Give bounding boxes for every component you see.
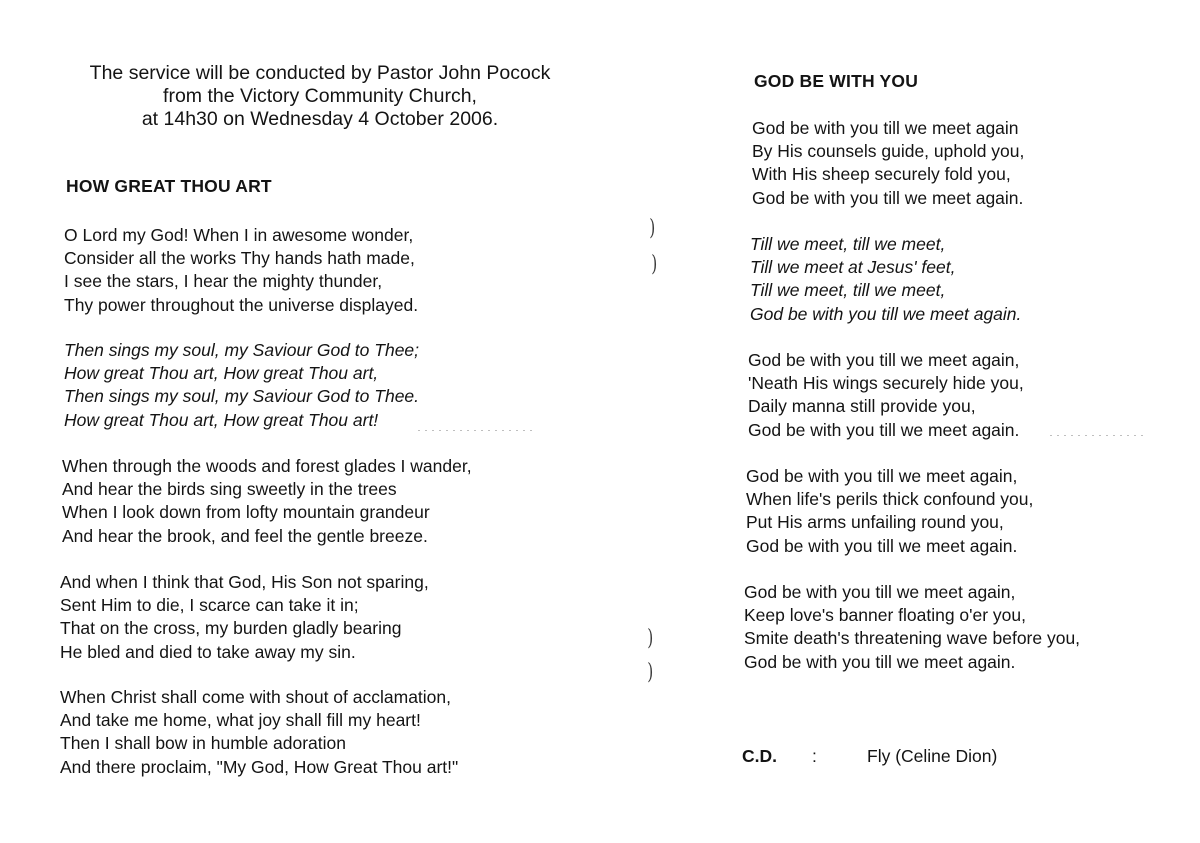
lyric-line: And when I think that God, His Son not sparing, [60,572,429,592]
lyric-line: Put His arms unfailing round you, [746,512,1004,533]
lyric-line: 'Neath His wings securely hide you, [748,373,1024,394]
hymn-stanza [744,581,1080,674]
lyric-line: That on the cross, my burden gladly bearing [60,618,402,639]
lyric-line: When Christ shall come with shout of acclamation, [60,687,451,707]
cd-music-line [742,746,997,767]
intro-line: The service will be conducted by Pastor John Pocock [89,62,551,84]
lyric-line: How great Thou art, How great Thou art! [64,409,379,430]
lyric-line: God be with you till we meet again [752,118,1019,138]
lyric-line: God be with you till we meet again. [744,651,1016,672]
lyric-line: And hear the birds sing sweetly in the trees [62,479,397,500]
lyric-line: Smite death's threatening wave before you, [744,628,1081,649]
lyric-line: God be with you till we meet again. [750,303,1022,324]
fold-mark-icon: ) [649,216,656,241]
hymn-stanza [748,349,1024,442]
lyric-line: Daily manna still provide you, [748,396,976,417]
lyric-line: And hear the brook, and feel the gentle breeze. [62,525,428,546]
hymn-stanza [746,465,1033,558]
lyric-line: Till we meet at Jesus' feet, [750,257,956,278]
lyric-line: When life's perils thick confound you, [746,489,1034,510]
lyric-line: When through the woods and forest glades I wander, [62,456,472,476]
lyric-line: God be with you till we meet again, [748,350,1020,370]
lyric-line: And take me home, what joy shall fill my heart! [60,710,421,731]
hymn-stanza [64,224,418,317]
fold-mark-icon: ) [647,660,654,685]
fold-mark-icon: ) [651,252,658,277]
intro-line: from the Victory Community Church, [163,85,477,107]
lyric-line: He bled and died to take away my sin. [60,641,356,662]
lyric-line: Till we meet, till we meet, [750,280,946,301]
lyric-line: Sent Him to die, I scarce can take it in; [60,595,359,616]
hymn-chorus [750,233,1021,326]
lyric-line: Then sings my soul, my Saviour God to Thee. [64,386,420,407]
hymn-title: GOD BE WITH YOU [754,71,919,91]
hymn-title: HOW GREAT THOU ART [66,176,272,196]
lyric-line: I see the stars, I hear the mighty thunder, [64,271,383,292]
lyric-line: And there proclaim, "My God, How Great Thou art!" [60,756,459,777]
lyric-line: God be with you till we meet again, [746,466,1018,486]
lyric-line: When I look down from lofty mountain grandeur [62,502,430,523]
cd-label: C.D. [742,746,777,766]
service-intro [40,62,600,131]
hymn-stanza [752,117,1024,210]
hymn-stanza [60,571,429,664]
cd-value: Fly (Celine Dion) [867,746,998,766]
cd-colon: : [812,746,817,766]
lyric-line: With His sheep securely fold you, [752,164,1011,185]
lyric-line: By His counsels guide, uphold you, [752,141,1025,162]
lyric-line: God be with you till we meet again, [744,582,1016,602]
lyric-line: Then I shall bow in humble adoration [60,733,347,754]
lyric-line: Keep love's banner floating o'er you, [744,605,1027,626]
lyric-line: God be with you till we meet again. [748,419,1020,440]
lyric-line: Then sings my soul, my Saviour God to Thee; [64,340,420,360]
lyric-line: O Lord my God! When I in awesome wonder, [64,225,414,245]
lyric-line: How great Thou art, How great Thou art, [64,363,379,384]
scan-speck [1050,435,1145,436]
lyric-line: Till we meet, till we meet, [750,234,946,254]
hymn-stanza [60,686,458,779]
hymn-stanza [62,455,472,548]
fold-mark-icon: ) [647,626,654,651]
intro-line: at 14h30 on Wednesday 4 October 2006. [141,108,499,130]
scan-speck [418,430,536,431]
hymn-chorus [64,339,419,432]
lyric-line: God be with you till we meet again. [746,535,1018,556]
lyric-line: Thy power throughout the universe displayed. [64,294,419,315]
lyric-line: Consider all the works Thy hands hath made, [64,248,415,269]
lyric-line: God be with you till we meet again. [752,187,1024,208]
